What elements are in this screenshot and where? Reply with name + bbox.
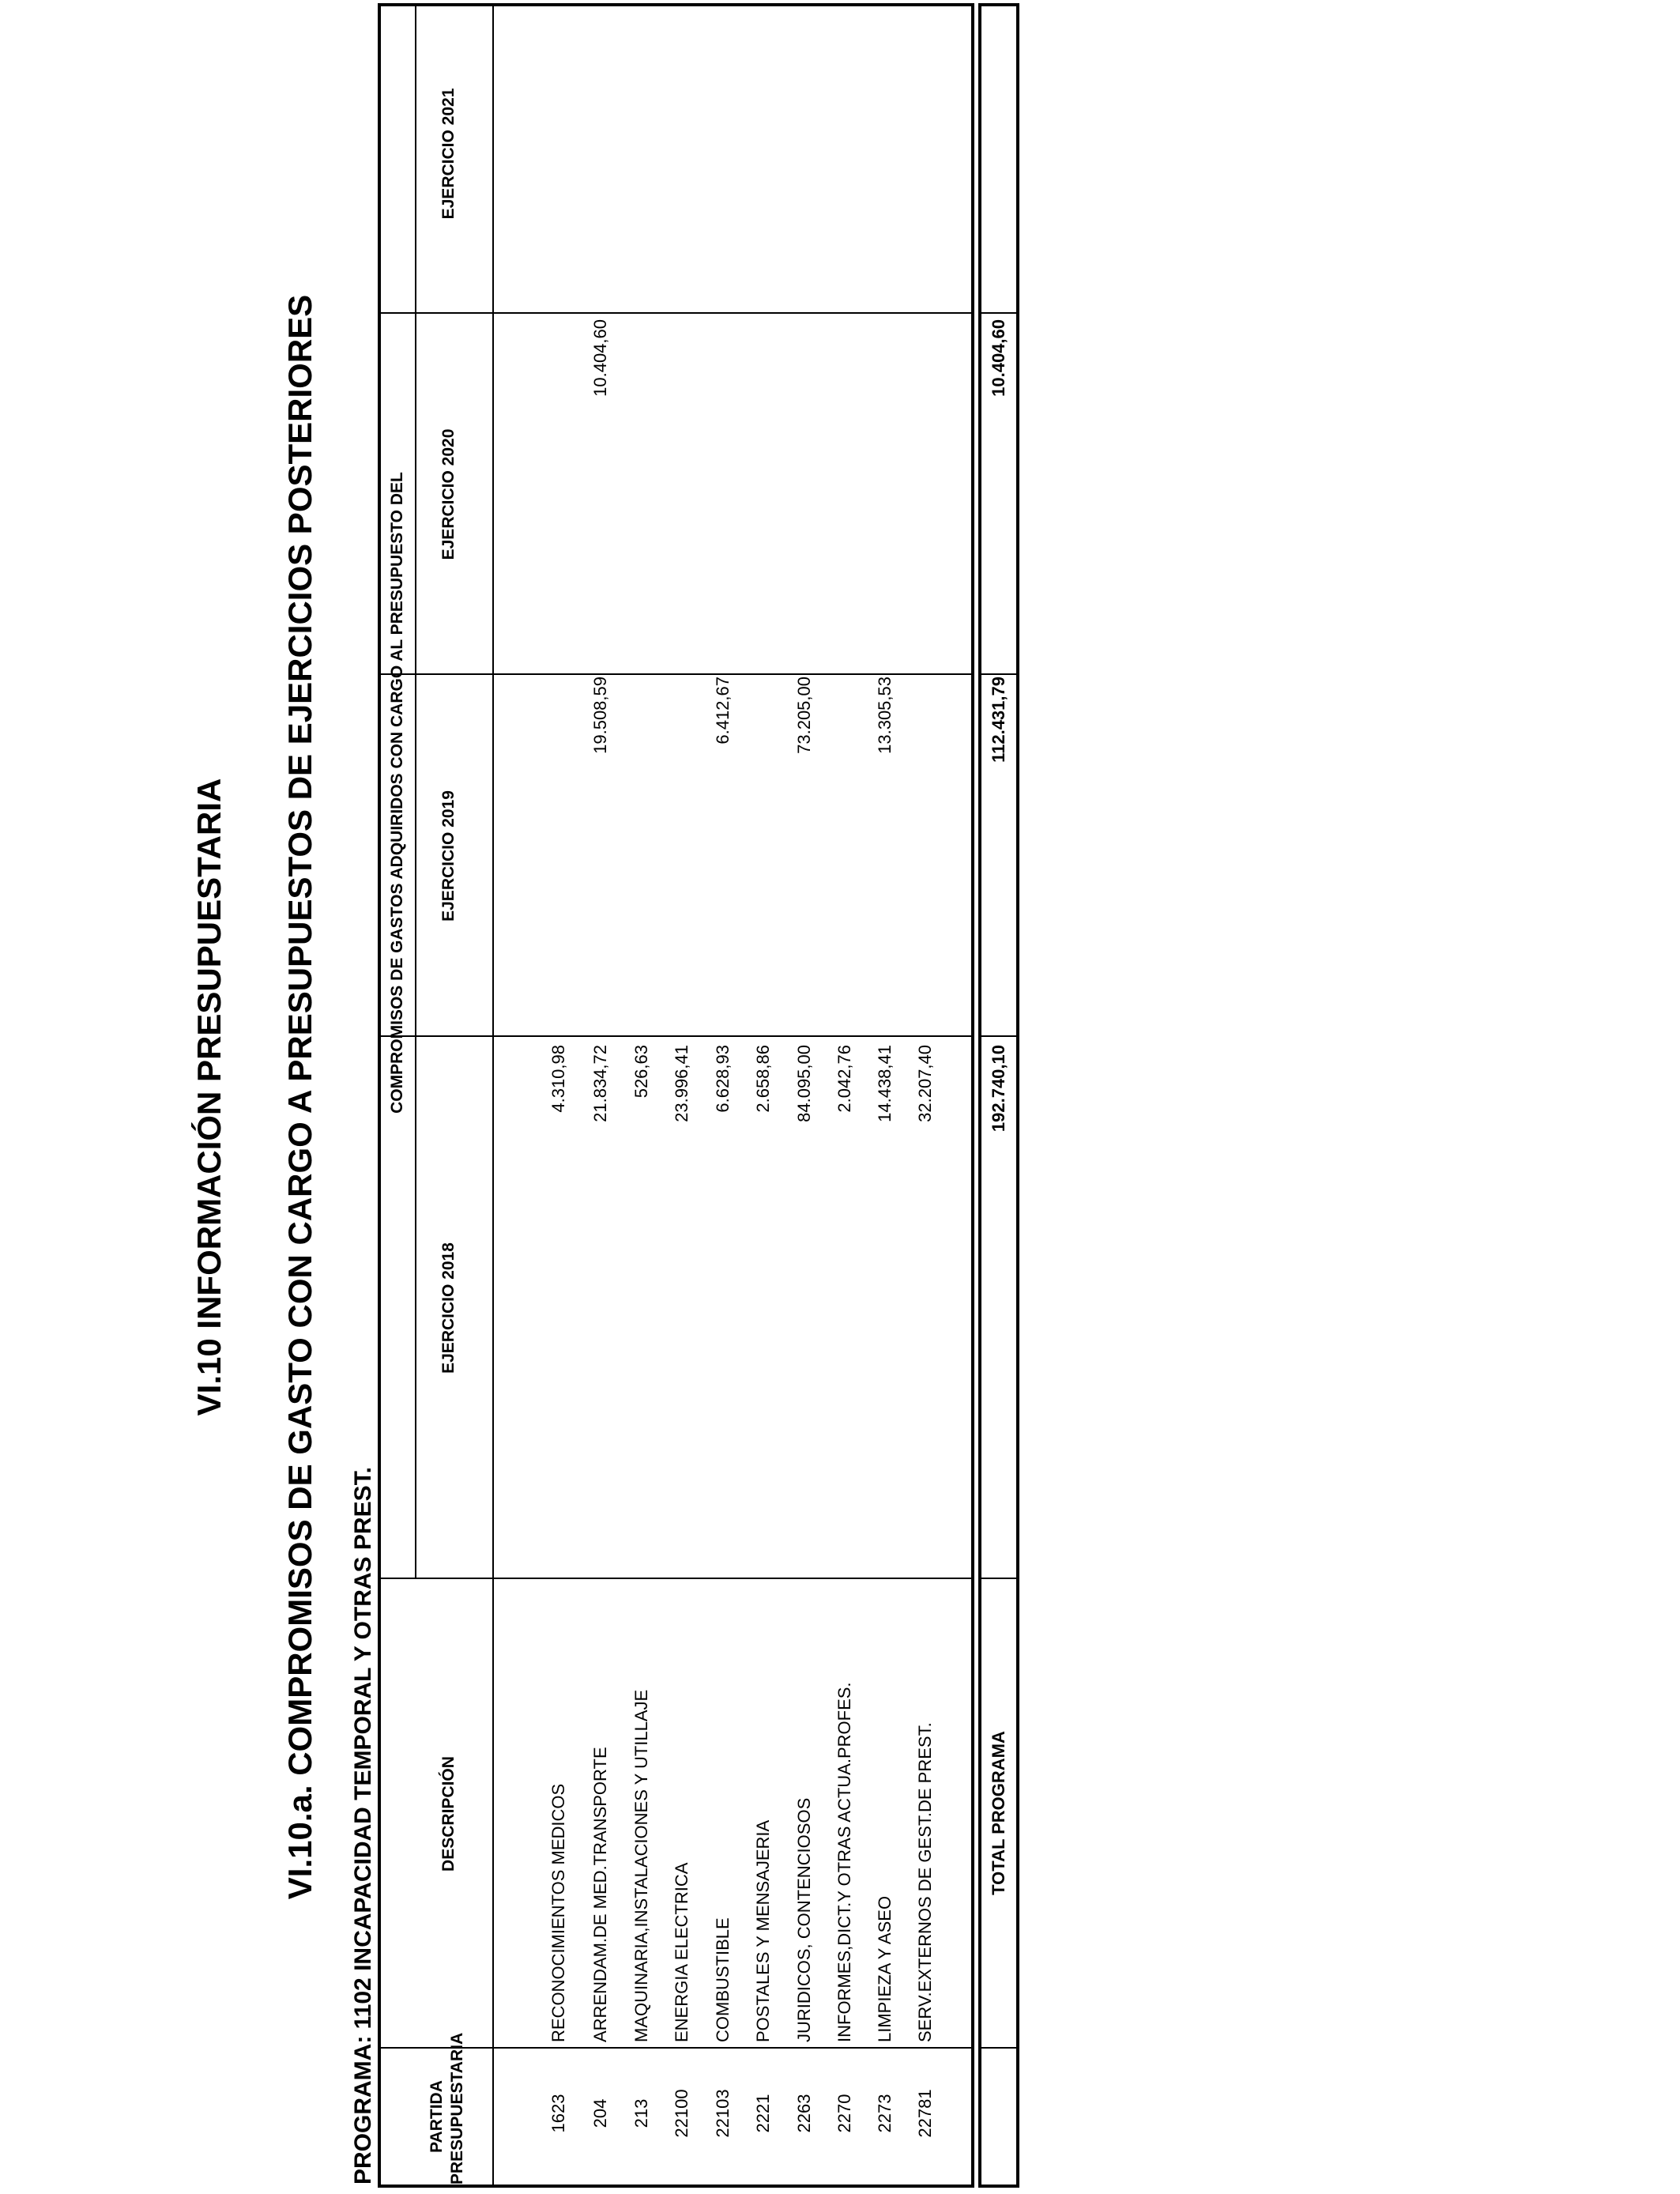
cell-e2018: 6.628,93 (713, 1045, 733, 1113)
cell-descripcion: RECONOCIMIENTOS MEDICOS (548, 1783, 568, 2042)
cell-partida: 2263 (794, 2094, 814, 2133)
page-subtitle: VI.10.a. COMPROMISOS DE GASTO CON CARGO A PRESUPUESTOS DE EJERCICIOS POSTERIORES (281, 294, 318, 1900)
cell-e2018: 4.310,98 (548, 1045, 568, 1113)
total-e2020: 10.404,60 (989, 319, 1008, 397)
header-ejercicio-2020: EJERCICIO 2020 (439, 428, 458, 560)
cell-descripcion: SERV.EXTERNOS DE GEST.DE PREST. (915, 1722, 935, 2042)
cell-e2019: 6.412,67 (713, 677, 733, 745)
cell-partida: 2273 (875, 2094, 895, 2133)
cell-descripcion: LIMPIEZA Y ASEO (875, 1895, 895, 2042)
cell-e2019: 73.205,00 (794, 677, 814, 754)
header-partida: PARTIDA PRESUPUESTARIA (428, 2032, 466, 2185)
cell-partida: 2270 (834, 2094, 854, 2133)
cell-e2018: 21.834,72 (590, 1045, 610, 1122)
cell-e2018: 23.996,41 (672, 1045, 691, 1122)
cell-descripcion: INFORMES,DICT.Y OTRAS ACTUA.PROFES. (834, 1682, 854, 2042)
cell-descripcion: COMBUSTIBLE (713, 1917, 733, 2042)
cell-descripcion: ARRENDAM.DE MED.TRANSPORTE (590, 1747, 610, 2042)
total-e2019: 112.431,79 (989, 677, 1008, 763)
header-descripcion: DESCRIPCIÓN (439, 1756, 458, 1872)
cell-e2019: 19.508,59 (590, 677, 610, 754)
total-label: TOTAL PROGRAMA (989, 1731, 1008, 1895)
total-e2018: 192.740,10 (989, 1045, 1008, 1133)
cell-descripcion: JURIDICOS, CONTENCIOSOS (794, 1797, 814, 2042)
cell-descripcion: MAQUINARIA,INSTALACIONES Y UTILLAJE (631, 1689, 651, 2042)
cell-partida: 1623 (548, 2094, 568, 2133)
header-ejercicio-2019: EJERCICIO 2019 (439, 790, 458, 922)
cell-e2018: 526,63 (631, 1045, 651, 1099)
cell-e2018: 32.207,40 (915, 1045, 935, 1122)
cell-e2018: 84.095,00 (794, 1045, 814, 1122)
cell-descripcion: POSTALES Y MENSAJERIA (753, 1819, 773, 2042)
programa-label: PROGRAMA: 1102 INCAPACIDAD TEMPORAL Y OTRAS PREST. (350, 1467, 376, 2185)
cell-partida: 22103 (713, 2089, 733, 2138)
cell-partida: 204 (590, 2098, 610, 2128)
cell-e2019: 13.305,53 (875, 677, 895, 754)
cell-partida: 213 (631, 2098, 651, 2128)
header-ejercicio-2018: EJERCICIO 2018 (439, 1242, 458, 1374)
cell-partida: 2221 (753, 2094, 773, 2133)
cell-partida: 22100 (672, 2089, 691, 2138)
header-ejercicio-2021: EJERCICIO 2021 (439, 88, 458, 220)
cell-e2018: 2.042,76 (834, 1045, 854, 1113)
page-title: VI.10 INFORMACIÓN PRESUPUESTARIA (190, 778, 228, 1416)
cell-e2018: 14.438,41 (875, 1045, 895, 1122)
cell-descripcion: ENERGIA ELECTRICA (672, 1862, 691, 2042)
header-compromisos: COMPROMISOS DE GASTOS ADQUIRIDOS CON CARGO AL PRESUPUESTO DEL (388, 472, 406, 1114)
cell-partida: 22781 (915, 2089, 935, 2138)
cell-e2020: 10.404,60 (590, 319, 610, 397)
cell-e2018: 2.658,86 (753, 1045, 773, 1113)
